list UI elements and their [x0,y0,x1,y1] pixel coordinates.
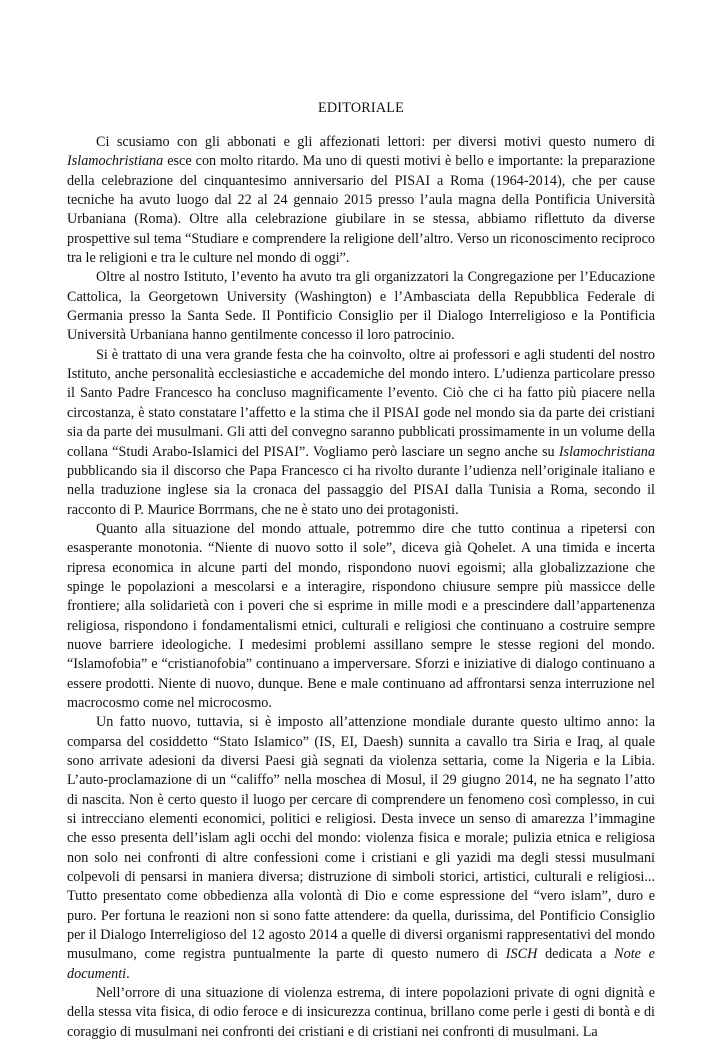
italic-text: Islamochristiana [67,153,164,170]
paragraph-text: pubblicando sia il discorso che Papa Francesco ci ha rivolto durante l’udienza nell’originale italiano e nella traduzione inglese sia la cronaca del passaggio del PISAI dalla Tunisia a Roma, secondo il racconto di P. Maurice Borrmans, che ne è stato uno dei protagonisti. [67,462,655,518]
paragraph [67,713,655,984]
paragraph-text: esce con molto ritardo. Ma uno di questi motivi è bello e importante: la preparazione della celebrazione del cinquantesimo anniversario del PISAI a Roma (1964-2014), che per cause tecniche ha avuto luogo dal 22 al 24 gennaio 2015 presso l’aula magna della Pontificia Università Urbaniana (Roma). Oltre alla celebrazione giubilare in se stessa, abbiamo riflettuto da diverse prospettive sul tema “Studiare e comprendere la religione dell’altro. Verso un riconoscimento reciproco tra le religioni e tra le culture nel mondo di oggi”. [67,153,655,267]
paragraph-text: Quanto alla situazione del mondo attuale, potremmo dire che tutto continua a ripetersi con esasperante monotonia. “Niente di nuovo sotto il sole”, diceva già Qohelet. A una timida e incerta ripresa economica in alcune parti del mondo, rispondono nuovi egoismi; alla globalizzazione che spinge le popolazioni a mescolarsi e a interagire, rispondono chiusure sempre più massicce delle frontiere; alla solidarietà con i poveri che si esprime in mille modi e a prescindere dall’appartenenza religiosa, rispondono i fondamentalismi etnici, culturali e religiosi che continuano a costruire sempre nuove barriere ideologiche. I medesimi problemi assillano sempre le stesse regioni del mondo. “Islamofobia” e “cristianofobia” continuano a imperversare. Sforzi e iniziative di dialogo continuano a essere prodotti. Niente di nuovo, dunque. Bene e male continuano ad affrontarsi senza interruzione nel macrocosmo come nel microcosmo. [67,520,655,711]
paragraph-text: Un fatto nuovo, tuttavia, si è imposto all’attenzione mondiale durante questo ultimo anno: la comparsa del cosiddetto “Stato Islamico” (IS, EI, Daesh) sunnita a cavallo tra Siria e Iraq, al quale sono arrivate adesioni da diversi Paesi già segnati da violenza settaria, come la Nigeria e la Libia. L’auto-proclamazione di un “califfo” nella moschea di Mosul, il 29 giugno 2014, ne ha segnato l’atto di nascita. Non è certo questo il luogo per cercare di comprendere un fenomeno così complesso, in cui si intrecciano elementi economici, politici e religiosi. Desta invece un senso di amarezza l’immagine che esso presenta dell’islam agli occhi del mondo: violenza fisica e morale; pulizia etnica e religiosa non solo nei confronti di altre confessioni come i cristiani e gli yazidi ma degli stessi musulmani colpevoli di pensarsi in maniera diversa; distruzione di simboli storici, artistici, culturali e religiosi... Tutto presentato come obbedienza alla volontà di Dio e come espressione del “vero islam”, duro e puro. Per fortuna le reazioni non si sono fatte attendere: da quella, durissima, del Pontificio Consiglio per il Dialogo Interreligioso del 12 agosto 2014 a quelle di diversi organismi rappresentativi del mondo musulmano, come registra puntualmente la parte di questo numero di [67,714,655,963]
paragraph [67,984,655,1042]
italic-text: ISCH [505,946,538,963]
italic-text: Islamochristiana [558,443,655,460]
paragraph [67,133,655,268]
paragraph-text: . [126,965,130,982]
paragraph-text: Ci scusiamo con gli abbonati e gli affezionati lettori: per diversi motivi questo numero di [96,134,655,150]
paragraph [67,346,655,520]
paragraph-text: dedicata a [537,946,615,963]
paragraph [67,520,655,713]
italic-text: Note e documenti [67,946,655,982]
paragraph-text: Si è trattato di una vera grande festa che ha coinvolto, oltre ai professori e agli studenti del nostro Istituto, anche personalità ecclesiastiche e accademiche del mondo intero. L’udienza particolare presso il Santo Padre Francesco ha concluso magnificamente l’evento. Ciò che ci ha fatto più piacere nella circostanza, è stato constatare l’affetto e la stima che il PISAI gode nel mondo sia da parte dei cristiani sia da parte dei musulmani. Gli atti del convegno saranno pubblicati prossimamente in un volume della collana “Studi Arabo-Islamici del PISAI”. Vogliamo però lasciare un segno anche su [67,346,655,460]
document-page [67,100,655,1042]
paragraph-text: Oltre al nostro Istituto, l’evento ha avuto tra gli organizzatori la Congregazione per l’Educazione Cattolica, la Georgetown University (Washington) e l’Ambasciata della Repubblica Federale di Germania presso la Santa Sede. Il Pontificio Consiglio per il Dialogo Interreligioso e la Pontificia Università Urbaniana hanno gentilmente concesso il loro patrocinio. [67,269,655,344]
page-title: EDITORIALE [317,100,405,116]
paragraph [67,268,655,345]
article-body [67,133,655,1042]
paragraph-text: Nell’orrore di una situazione di violenza estrema, di intere popolazioni private di ogni dignità e della stessa vita fisica, di odio feroce e di insicurezza continua, brillano come perle i gesti di bontà e di coraggio di musulmani nei confronti dei cristiani e di cristiani nei confronti di musulmani. La [67,985,655,1040]
